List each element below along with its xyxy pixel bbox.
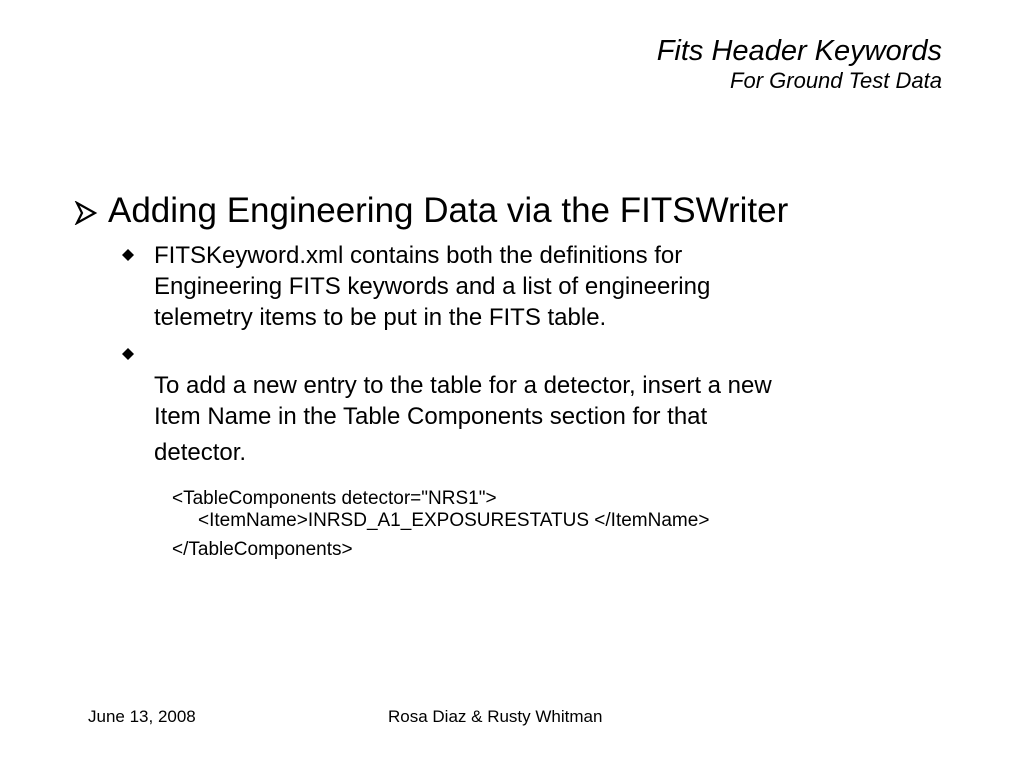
slide-title: Fits Header Keywords	[656, 35, 942, 67]
code-line: </TableComponents>	[172, 539, 353, 560]
xml-code-sample	[172, 488, 709, 561]
arrow-bullet-icon	[74, 190, 108, 232]
bullet-text	[154, 339, 772, 499]
code-line: <ItemName>INRSD_A1_EXPOSURESTATUS </ItemName>	[198, 510, 710, 531]
diamond-bullet-icon	[122, 339, 154, 499]
slide-subtitle: For Ground Test Data	[730, 68, 942, 93]
code-line: <TableComponents detector="NRS1">	[172, 488, 497, 509]
list-item	[122, 339, 902, 499]
footer-date: June 13, 2008	[88, 707, 196, 726]
footer-authors: Rosa Diaz & Rusty Whitman	[388, 707, 603, 726]
list-item	[122, 240, 902, 333]
bullet-text-body: To add a new entry to the table for a detector, insert a new Item Name in the Table Components section for that	[154, 372, 772, 430]
bullet-text-last-line: detector.	[154, 439, 247, 466]
bullet-text: FITSKeyword.xml contains both the definitions for Engineering FITS keywords and a list of engineering telemetry items to be put in the FITS table.	[154, 242, 711, 331]
title-block	[657, 34, 942, 94]
heading-bullet	[74, 190, 788, 232]
diamond-bullet-icon	[122, 240, 154, 333]
heading-text: Adding Engineering Data via the FITSWriter	[108, 191, 789, 230]
